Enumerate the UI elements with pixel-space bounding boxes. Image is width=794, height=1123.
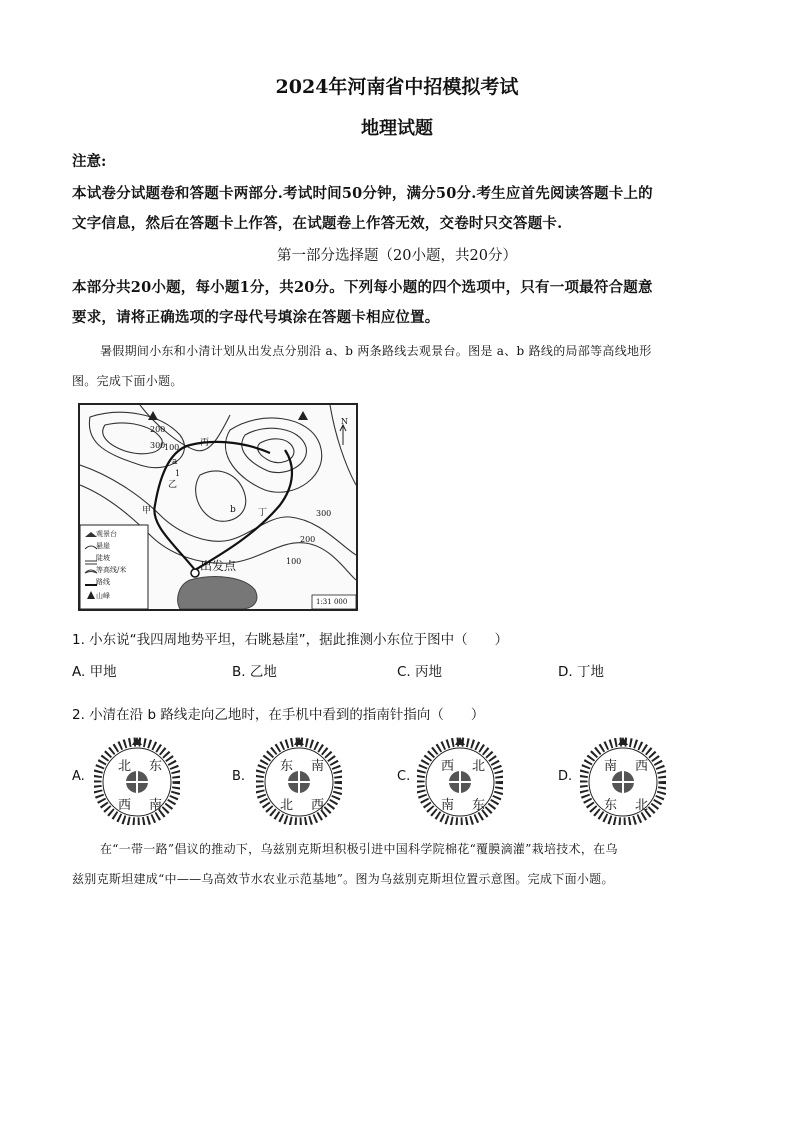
- q2-c-top-right: 北: [472, 759, 486, 774]
- contour-map-drawing: [80, 405, 356, 609]
- elevation-100: 100: [286, 557, 302, 566]
- legend-lookout: 观景台: [96, 530, 117, 538]
- q2-c-bottom-left: 南: [441, 798, 455, 813]
- notice-label: 注意:: [72, 153, 107, 170]
- north-arrow-label: N: [341, 417, 348, 426]
- q2-option-c-letter: C.: [397, 769, 411, 784]
- label-yi: 乙: [168, 480, 178, 490]
- compass-icon: [580, 735, 666, 825]
- q2-c-top-left: 西: [441, 759, 455, 774]
- q2-option-a[interactable]: [72, 735, 182, 825]
- q2-b-bottom-left: 北: [280, 798, 294, 813]
- elevation-300-a: 300: [150, 441, 166, 450]
- legend-steep: 陡坡: [96, 554, 110, 562]
- q2-b-top-left: 东: [280, 759, 294, 774]
- q2-option-d-letter: D.: [558, 769, 573, 784]
- q1-option-a[interactable]: A. 甲地: [72, 664, 117, 680]
- label-b: b: [230, 505, 236, 515]
- notice-line-1: 本试卷分试题卷和答题卡两部分.考试时间50分钟，满分50分.考生应首先阅读答题卡上的: [72, 185, 653, 202]
- notice-line-2: 文字信息，然后在答题卡上作答，在试题卷上作答无效，交卷时只交答题卡.: [72, 215, 563, 232]
- passage-1-line-2: 图。完成下面小题。: [72, 374, 183, 388]
- passage-1-line-1: 暑假期间小东和小清计划从出发点分别沿 a、b 两条路线去观景台。图是 a、b 路线的局部等高线地形: [100, 344, 652, 358]
- legend-cliff: 悬崖: [96, 542, 110, 550]
- q2-a-bottom-right: 南: [149, 798, 163, 813]
- q2-b-top-right: 南: [311, 759, 325, 774]
- question-2-stem: 2. 小清在沿 b 路线走向乙地时，在手机中看到的指南针指向（ ）: [72, 707, 485, 723]
- q2-option-b[interactable]: [232, 735, 342, 825]
- legend-route: 路线: [96, 578, 110, 586]
- q2-a-top-right: 东: [149, 759, 163, 774]
- question-1-stem: 1. 小东说“我四周地势平坦，右眺悬崖”，据此推测小东位于图中（ ）: [72, 632, 509, 648]
- compass-icon: [417, 735, 503, 825]
- exam-subject: 地理试题: [361, 118, 433, 139]
- elevation-200-a: 200: [150, 425, 166, 434]
- q2-option-c[interactable]: [397, 735, 507, 825]
- q2-option-b-letter: B.: [232, 769, 246, 784]
- q1-option-b[interactable]: B. 乙地: [232, 664, 277, 680]
- label-bing: 丙: [200, 438, 210, 448]
- elevation-300-b: 300: [316, 509, 332, 518]
- passage-2-line-2: 兹别克斯坦建成“中——乌高效节水农业示范基地”。图为乌兹别克斯坦位置示意图。完成下面小题。: [72, 872, 614, 886]
- compass-icon: [256, 735, 342, 825]
- q2-d-top-left: 南: [604, 759, 618, 774]
- exam-title: 2024年河南省中招模拟考试: [275, 76, 519, 98]
- q1-option-c[interactable]: C. 丙地: [397, 664, 443, 680]
- label-a: a: [172, 457, 178, 467]
- label-ding: 丁: [258, 508, 268, 518]
- section-intro-line-2: 要求，请将正确选项的字母代号填涂在答题卡相应位置。: [72, 309, 440, 326]
- q2-option-d[interactable]: [558, 735, 668, 825]
- elevation-200-b: 200: [300, 535, 316, 544]
- q1-option-d[interactable]: D. 丁地: [558, 664, 604, 680]
- legend-peak: 山峰: [96, 592, 110, 600]
- passage-2-line-1: 在“一带一路”倡议的推动下，乌兹别克斯坦积极引进中国科学院棉花“覆膜滴灌”栽培技术，在乌: [100, 842, 618, 856]
- q2-d-bottom-left: 东: [604, 798, 618, 813]
- q2-b-bottom-right: 西: [311, 798, 325, 813]
- q2-option-a-letter: A.: [72, 769, 85, 784]
- start-point-label: 出发点: [200, 559, 237, 573]
- q2-a-bottom-left: 西: [118, 798, 132, 813]
- map-scale: 1:31 000: [316, 598, 348, 606]
- section-title: 第一部分选择题（20小题，共20分）: [277, 248, 517, 264]
- label-jia: 甲: [142, 506, 152, 516]
- elevation-100-b: 100: [164, 443, 180, 452]
- compass-icon: [94, 735, 180, 825]
- section-intro-line-1: 本部分共20小题，每小题1分，共20分。下列每小题的四个选项中，只有一项最符合题意: [72, 279, 653, 296]
- legend-contour: 等高线/米: [96, 566, 127, 574]
- q2-d-bottom-right: 北: [635, 798, 649, 813]
- q2-d-top-right: 西: [635, 759, 649, 774]
- label-1: 1: [175, 469, 181, 478]
- contour-map: [78, 403, 358, 611]
- q2-a-top-left: 北: [118, 759, 132, 774]
- q2-c-bottom-right: 东: [472, 798, 486, 813]
